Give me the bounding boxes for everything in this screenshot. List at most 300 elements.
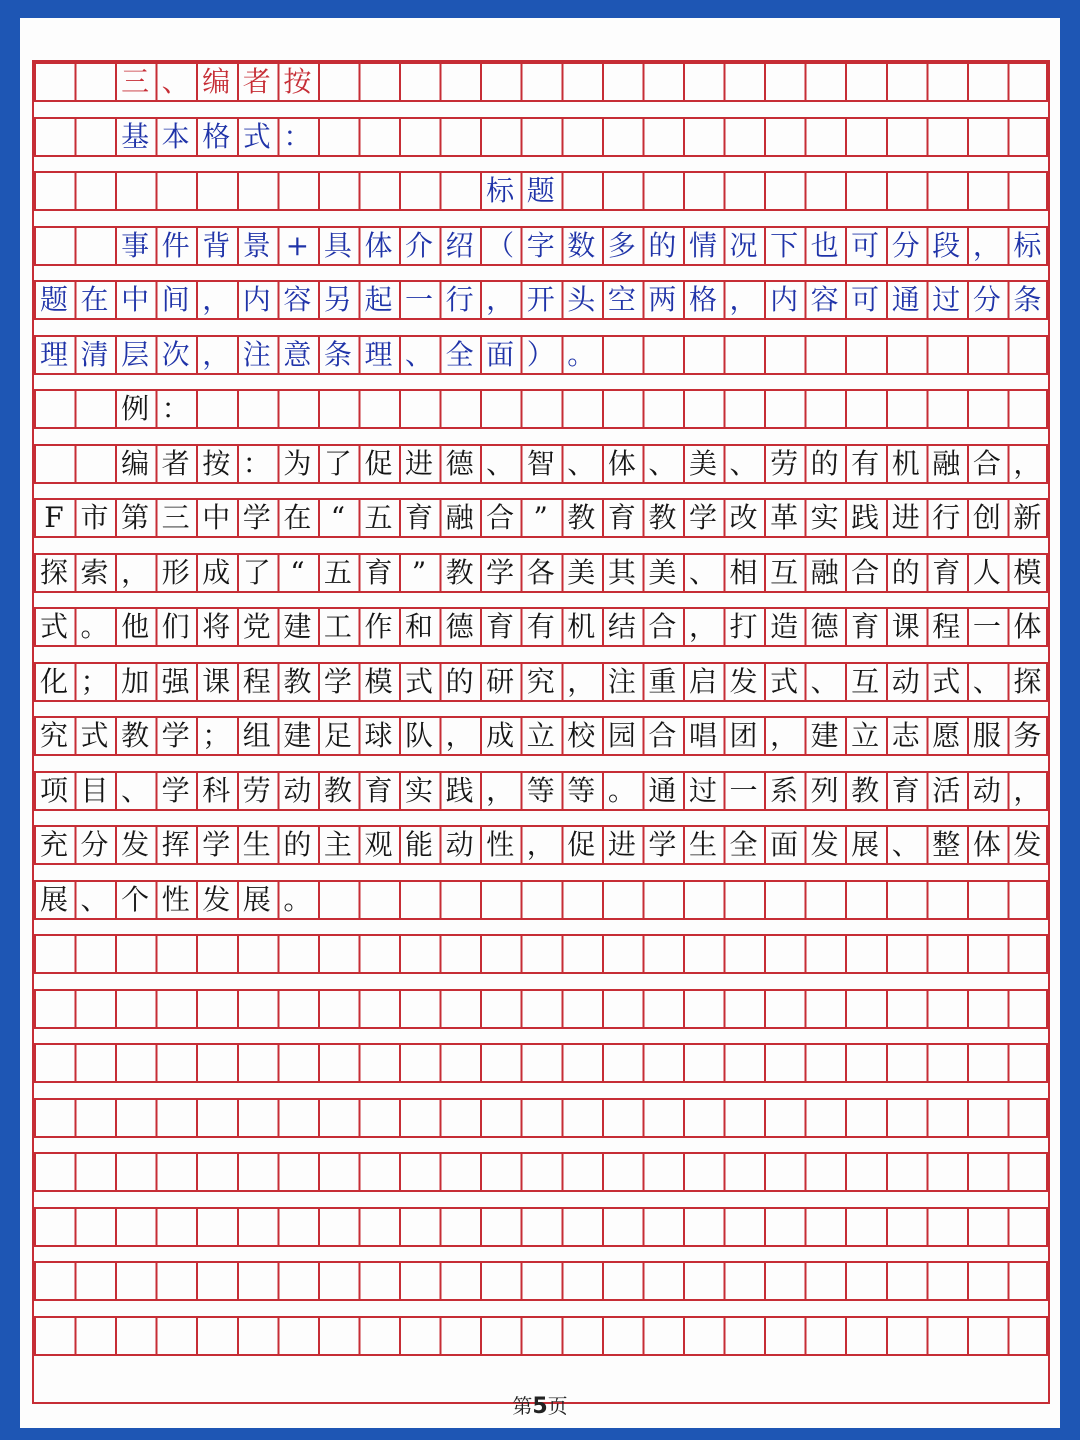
grid-character: 情 bbox=[688, 228, 717, 262]
grid-character: ； bbox=[80, 664, 109, 698]
grid-character: 展 bbox=[242, 882, 271, 916]
grid-character: 教 bbox=[851, 773, 880, 807]
grid-character: ， bbox=[526, 828, 555, 861]
grid-character: 编 bbox=[121, 446, 150, 480]
grid-character: 观 bbox=[364, 828, 393, 861]
grid-character: 融 bbox=[445, 501, 474, 534]
grid-character: ， bbox=[202, 283, 231, 316]
grid-character: 人 bbox=[972, 555, 1001, 589]
grid-character: 理 bbox=[39, 337, 68, 371]
text-row bbox=[34, 62, 1048, 102]
text-row bbox=[34, 880, 1048, 920]
grid-character: 教 bbox=[283, 664, 312, 698]
grid-character: 合 bbox=[972, 446, 1001, 480]
grid-character: 育 bbox=[364, 555, 393, 589]
grid-character: 、 bbox=[80, 882, 109, 916]
grid-character: 按 bbox=[283, 65, 312, 98]
text-row bbox=[34, 498, 1048, 538]
grid-character: 景 bbox=[242, 228, 271, 262]
grid-character: “ bbox=[330, 501, 346, 534]
grid-character: 市 bbox=[80, 501, 109, 534]
grid-character: 革 bbox=[770, 501, 799, 534]
grid-character: F bbox=[44, 501, 64, 534]
grid-character: 全 bbox=[729, 828, 758, 861]
grid-character: 造 bbox=[770, 610, 799, 643]
grid-character: ， bbox=[567, 664, 596, 698]
grid-character: 究 bbox=[526, 664, 555, 698]
grid-character: ” bbox=[411, 555, 427, 589]
grid-character: 面 bbox=[770, 828, 799, 861]
grid-character: 愿 bbox=[932, 719, 961, 752]
grid-character: 、 bbox=[567, 446, 596, 480]
grid-character: 教 bbox=[323, 773, 352, 807]
grid-character: 育 bbox=[405, 501, 434, 534]
grid-character: 们 bbox=[161, 610, 190, 643]
grid-character: 目 bbox=[80, 773, 109, 807]
grid-character: 各 bbox=[526, 555, 555, 589]
grid-character: 组 bbox=[242, 719, 271, 752]
grid-character: ， bbox=[770, 719, 799, 752]
grid-character: 强 bbox=[161, 664, 190, 698]
text-row bbox=[34, 117, 1048, 157]
grid-character: 题 bbox=[526, 174, 555, 207]
grid-character: 课 bbox=[891, 610, 920, 643]
grid-character: 过 bbox=[932, 283, 961, 316]
grid-character: 可 bbox=[851, 228, 880, 262]
grid-character: 教 bbox=[567, 501, 596, 534]
empty-row bbox=[34, 1152, 1048, 1192]
grid-character: 机 bbox=[567, 610, 596, 643]
grid-character: 的 bbox=[283, 828, 312, 861]
empty-row bbox=[34, 1261, 1048, 1301]
grid-character: 容 bbox=[810, 283, 839, 316]
grid-character: 五 bbox=[323, 555, 352, 589]
empty-row bbox=[34, 934, 1048, 974]
text-row bbox=[34, 716, 1048, 756]
grid-character: 容 bbox=[283, 283, 312, 316]
grid-character: 件 bbox=[161, 228, 190, 262]
grid-character: 个 bbox=[121, 882, 150, 916]
grid-character: 加 bbox=[121, 664, 150, 698]
worksheet-page bbox=[20, 18, 1060, 1428]
grid-character: 唱 bbox=[688, 719, 717, 752]
grid-character: 有 bbox=[851, 446, 880, 480]
grid-character: 具 bbox=[323, 228, 352, 262]
grid-character: 工 bbox=[323, 610, 352, 643]
grid-character: 式 bbox=[932, 664, 961, 698]
grid-character: 务 bbox=[1013, 719, 1042, 752]
grid-character: 注 bbox=[607, 664, 636, 698]
grid-character: ： bbox=[283, 119, 312, 153]
text-row bbox=[34, 280, 1048, 320]
grid-character: 多 bbox=[607, 228, 636, 262]
grid-character: 了 bbox=[323, 446, 352, 480]
grid-character: 整 bbox=[932, 828, 961, 861]
grid-character: 可 bbox=[851, 283, 880, 316]
grid-character: 美 bbox=[688, 446, 717, 480]
grid-character: 三 bbox=[161, 501, 190, 534]
grid-character: 式 bbox=[405, 664, 434, 698]
grid-character: 德 bbox=[810, 610, 839, 643]
grid-character: 建 bbox=[810, 719, 839, 752]
grid-character: 体 bbox=[1013, 610, 1042, 643]
grid-character: 面 bbox=[486, 337, 515, 371]
grid-character: 合 bbox=[648, 610, 677, 643]
grid-character: 式 bbox=[80, 719, 109, 752]
text-row bbox=[34, 444, 1048, 484]
grid-character: 育 bbox=[932, 555, 961, 589]
grid-character: 教 bbox=[648, 501, 677, 534]
grid-character: 模 bbox=[364, 664, 393, 698]
grid-character: 。 bbox=[607, 773, 636, 807]
grid-character: 清 bbox=[80, 337, 109, 371]
grid-character: 的 bbox=[445, 664, 474, 698]
grid-character: 等 bbox=[526, 773, 555, 807]
grid-character: 育 bbox=[891, 773, 920, 807]
grid-character: （ bbox=[486, 228, 515, 262]
grid-character: 实 bbox=[810, 501, 839, 534]
grid-character: 分 bbox=[80, 828, 109, 861]
text-row bbox=[34, 553, 1048, 593]
text-row bbox=[34, 171, 1048, 211]
grid-character: 实 bbox=[405, 773, 434, 807]
grid-character: 性 bbox=[161, 882, 190, 916]
grid-character: 发 bbox=[810, 828, 839, 861]
grid-character: 化 bbox=[39, 664, 68, 698]
grid-character: 劳 bbox=[770, 446, 799, 480]
grid-character: 创 bbox=[972, 501, 1001, 534]
grid-character: 下 bbox=[770, 228, 799, 262]
grid-character: 校 bbox=[567, 719, 596, 752]
grid-character: 、 bbox=[648, 446, 677, 480]
grid-character: 意 bbox=[283, 337, 312, 371]
empty-row bbox=[34, 1207, 1048, 1247]
grid-character: 美 bbox=[648, 555, 677, 589]
grid-character: 活 bbox=[932, 773, 961, 807]
grid-character: ， bbox=[445, 719, 474, 752]
grid-character: 模 bbox=[1013, 555, 1042, 589]
grid-character: 、 bbox=[121, 773, 150, 807]
grid-character: 建 bbox=[283, 719, 312, 752]
grid-character: 在 bbox=[283, 501, 312, 534]
grid-character: 空 bbox=[607, 283, 636, 316]
grid-character: 发 bbox=[1013, 828, 1042, 861]
grid-character: 进 bbox=[405, 446, 434, 480]
grid-character: 其 bbox=[607, 555, 636, 589]
grid-character: 教 bbox=[121, 719, 150, 752]
grid-character: 头 bbox=[567, 283, 596, 316]
grid-character: 球 bbox=[364, 719, 393, 752]
grid-character: 理 bbox=[364, 337, 393, 371]
grid-character: 在 bbox=[80, 283, 109, 316]
grid-character: 动 bbox=[891, 664, 920, 698]
grid-character: 。 bbox=[283, 882, 312, 916]
grid-character: 一 bbox=[405, 283, 434, 316]
writing-grid bbox=[32, 60, 1050, 1404]
grid-character: 志 bbox=[891, 719, 920, 752]
empty-row bbox=[34, 1316, 1048, 1356]
grid-character: 践 bbox=[851, 501, 880, 534]
grid-character: 标 bbox=[486, 174, 515, 207]
grid-character: 成 bbox=[202, 555, 231, 589]
empty-row bbox=[34, 1043, 1048, 1083]
grid-character: 机 bbox=[891, 446, 920, 480]
grid-character: ， bbox=[972, 228, 1001, 262]
grid-character: 育 bbox=[486, 610, 515, 643]
grid-character: 充 bbox=[39, 828, 68, 861]
grid-character: 间 bbox=[161, 283, 190, 316]
grid-character: 融 bbox=[932, 446, 961, 480]
grid-character: 也 bbox=[810, 228, 839, 262]
grid-character: 能 bbox=[405, 828, 434, 861]
grid-character: 通 bbox=[891, 283, 920, 316]
grid-character: 、 bbox=[810, 664, 839, 698]
grid-character: 党 bbox=[242, 610, 271, 643]
grid-character: 等 bbox=[567, 773, 596, 807]
grid-character: ： bbox=[242, 446, 271, 480]
grid-character: 有 bbox=[526, 610, 555, 643]
grid-character: 行 bbox=[932, 501, 961, 534]
grid-character: 探 bbox=[39, 555, 68, 589]
grid-character: 学 bbox=[202, 828, 231, 861]
grid-character: 内 bbox=[770, 283, 799, 316]
grid-character: 立 bbox=[526, 719, 555, 752]
grid-character: 式 bbox=[242, 119, 271, 153]
grid-character: 作 bbox=[364, 610, 393, 643]
grid-character: 次 bbox=[161, 337, 190, 371]
grid-character: 进 bbox=[891, 501, 920, 534]
grid-character: 育 bbox=[851, 610, 880, 643]
grid-character: 究 bbox=[39, 719, 68, 752]
grid-character: 促 bbox=[364, 446, 393, 480]
grid-character: 起 bbox=[364, 283, 393, 316]
grid-character: 了 bbox=[242, 555, 271, 589]
grid-character: 科 bbox=[202, 773, 231, 807]
grid-character: 数 bbox=[567, 228, 596, 262]
text-row bbox=[34, 825, 1048, 865]
grid-character: 性 bbox=[486, 828, 515, 861]
grid-character: 、 bbox=[161, 65, 190, 98]
grid-character: 教 bbox=[445, 555, 474, 589]
grid-character: “ bbox=[290, 555, 305, 589]
grid-character: 。 bbox=[80, 610, 109, 643]
grid-character: 成 bbox=[486, 719, 515, 752]
grid-character: 相 bbox=[729, 555, 758, 589]
grid-character: ， bbox=[729, 283, 758, 316]
grid-character: 进 bbox=[607, 828, 636, 861]
grid-character: 例 bbox=[121, 392, 150, 425]
grid-character: 、 bbox=[405, 337, 434, 371]
grid-character: 条 bbox=[323, 337, 352, 371]
grid-character: ， bbox=[202, 337, 231, 371]
grid-character: 足 bbox=[323, 719, 352, 752]
grid-character: 通 bbox=[648, 773, 677, 807]
grid-character: 、 bbox=[729, 446, 758, 480]
grid-character: ， bbox=[1013, 773, 1042, 807]
grid-character: 育 bbox=[364, 773, 393, 807]
grid-character: 学 bbox=[648, 828, 677, 861]
grid-character: 学 bbox=[688, 501, 717, 534]
text-row bbox=[34, 771, 1048, 811]
grid-character: 生 bbox=[242, 828, 271, 861]
grid-character: ， bbox=[486, 773, 515, 807]
grid-character: 结 bbox=[607, 610, 636, 643]
grid-character: 本 bbox=[161, 119, 190, 153]
grid-character: 项 bbox=[39, 773, 68, 807]
grid-character: 层 bbox=[121, 337, 150, 371]
grid-character: 智 bbox=[526, 446, 555, 480]
grid-character: ： bbox=[161, 392, 190, 425]
grid-character: 学 bbox=[161, 773, 190, 807]
grid-character: ； bbox=[202, 719, 231, 752]
grid-character: ， bbox=[688, 610, 717, 643]
grid-character: 内 bbox=[242, 283, 271, 316]
grid-character: 注 bbox=[242, 337, 271, 371]
grid-character: 格 bbox=[202, 119, 231, 153]
grid-character: 标 bbox=[1013, 228, 1042, 262]
grid-character: 建 bbox=[283, 610, 312, 643]
grid-character: 学 bbox=[486, 555, 515, 589]
grid-character: 编 bbox=[202, 65, 231, 98]
grid-character: 新 bbox=[1013, 501, 1042, 534]
grid-character: 一 bbox=[729, 773, 758, 807]
grid-character: 美 bbox=[567, 555, 596, 589]
grid-character: 、 bbox=[688, 555, 717, 589]
grid-character: 践 bbox=[445, 773, 474, 807]
grid-character: ， bbox=[486, 283, 515, 316]
grid-character: 行 bbox=[445, 283, 474, 316]
grid-character: 格 bbox=[688, 283, 717, 316]
empty-row bbox=[34, 989, 1048, 1029]
grid-character: 字 bbox=[526, 228, 555, 262]
grid-character: 系 bbox=[770, 773, 799, 807]
grid-character: 合 bbox=[648, 719, 677, 752]
grid-character: 体 bbox=[972, 828, 1001, 861]
grid-character: 互 bbox=[851, 664, 880, 698]
grid-character: 另 bbox=[323, 283, 352, 316]
grid-character: 园 bbox=[607, 719, 636, 752]
grid-character: 事 bbox=[121, 228, 150, 262]
grid-character: 绍 bbox=[445, 228, 474, 262]
grid-character: 主 bbox=[323, 828, 352, 861]
grid-character: 德 bbox=[445, 446, 474, 480]
grid-character: 三 bbox=[121, 65, 150, 98]
grid-character: 促 bbox=[567, 828, 596, 861]
grid-character: 题 bbox=[39, 283, 68, 316]
grid-character: 基 bbox=[121, 119, 150, 153]
grid-character: 学 bbox=[242, 501, 271, 534]
grid-character: 全 bbox=[445, 337, 474, 371]
grid-character: 形 bbox=[161, 555, 190, 589]
grid-character: 打 bbox=[729, 610, 758, 643]
grid-character: 的 bbox=[810, 446, 839, 480]
text-row bbox=[34, 389, 1048, 429]
grid-character: 和 bbox=[405, 610, 434, 643]
grid-character: 者 bbox=[161, 446, 190, 480]
grid-character: ， bbox=[121, 555, 150, 589]
grid-character: 者 bbox=[242, 65, 271, 98]
grid-character: 两 bbox=[648, 283, 677, 316]
grid-character: 发 bbox=[729, 664, 758, 698]
grid-character: 式 bbox=[39, 610, 68, 643]
grid-character: 背 bbox=[202, 228, 231, 262]
text-row bbox=[34, 335, 1048, 375]
grid-character: 合 bbox=[851, 555, 880, 589]
grid-character: 一 bbox=[972, 610, 1001, 643]
grid-character: 改 bbox=[729, 501, 758, 534]
text-row bbox=[34, 662, 1048, 702]
grid-character: 重 bbox=[648, 664, 677, 698]
grid-character: 挥 bbox=[161, 828, 190, 861]
grid-character: 中 bbox=[202, 501, 231, 534]
grid-character: 探 bbox=[1013, 664, 1042, 698]
grid-character: 的 bbox=[648, 228, 677, 262]
grid-character: 条 bbox=[1013, 283, 1042, 316]
grid-character: 生 bbox=[688, 828, 717, 861]
grid-character: 互 bbox=[770, 555, 799, 589]
grid-character: 将 bbox=[202, 610, 231, 643]
grid-character: 式 bbox=[770, 664, 799, 698]
grid-character: 劳 bbox=[242, 773, 271, 807]
grid-character: 展 bbox=[39, 882, 68, 916]
grid-character: 开 bbox=[526, 283, 555, 316]
grid-character: ， bbox=[1013, 446, 1042, 480]
grid-character: 服 bbox=[972, 719, 1001, 752]
grid-character: 、 bbox=[972, 664, 1001, 698]
grid-character: 段 bbox=[932, 228, 961, 262]
grid-character: 学 bbox=[323, 664, 352, 698]
grid-character: 分 bbox=[891, 228, 920, 262]
grid-character: 程 bbox=[242, 664, 271, 698]
grid-character: 立 bbox=[851, 719, 880, 752]
grid-character: 发 bbox=[202, 882, 231, 916]
grid-character: 为 bbox=[283, 446, 312, 480]
grid-character: 学 bbox=[161, 719, 190, 752]
empty-row bbox=[34, 1098, 1048, 1138]
grid-character: 动 bbox=[972, 773, 1001, 807]
grid-character: 体 bbox=[364, 228, 393, 262]
grid-character: 团 bbox=[729, 719, 758, 752]
grid-character: 分 bbox=[972, 283, 1001, 316]
text-row bbox=[34, 226, 1048, 266]
grid-character: 德 bbox=[445, 610, 474, 643]
grid-character: 按 bbox=[202, 446, 231, 480]
grid-character: 动 bbox=[445, 828, 474, 861]
grid-character: ” bbox=[533, 501, 548, 534]
grid-character: 、 bbox=[891, 828, 920, 861]
text-row bbox=[34, 607, 1048, 647]
grid-character: 列 bbox=[810, 773, 839, 807]
grid-character: 体 bbox=[607, 446, 636, 480]
grid-character: 育 bbox=[607, 501, 636, 534]
grid-character: 融 bbox=[810, 555, 839, 589]
grid-character: 介 bbox=[405, 228, 434, 262]
grid-character: 动 bbox=[283, 773, 312, 807]
grid-character: 中 bbox=[121, 283, 150, 316]
grid-character: ） bbox=[526, 337, 555, 371]
grid-character: 过 bbox=[688, 773, 717, 807]
grid-character: 课 bbox=[202, 664, 231, 698]
grid-character: 况 bbox=[729, 228, 758, 262]
grid-character: 的 bbox=[891, 555, 920, 589]
grid-character: 发 bbox=[121, 828, 150, 861]
grid-character: 合 bbox=[486, 501, 515, 534]
grid-character: 他 bbox=[121, 610, 150, 643]
grid-character: 索 bbox=[80, 555, 109, 589]
grid-character: 第 bbox=[121, 501, 150, 534]
grid-character: 队 bbox=[405, 719, 434, 752]
grid-character: 展 bbox=[851, 828, 880, 861]
